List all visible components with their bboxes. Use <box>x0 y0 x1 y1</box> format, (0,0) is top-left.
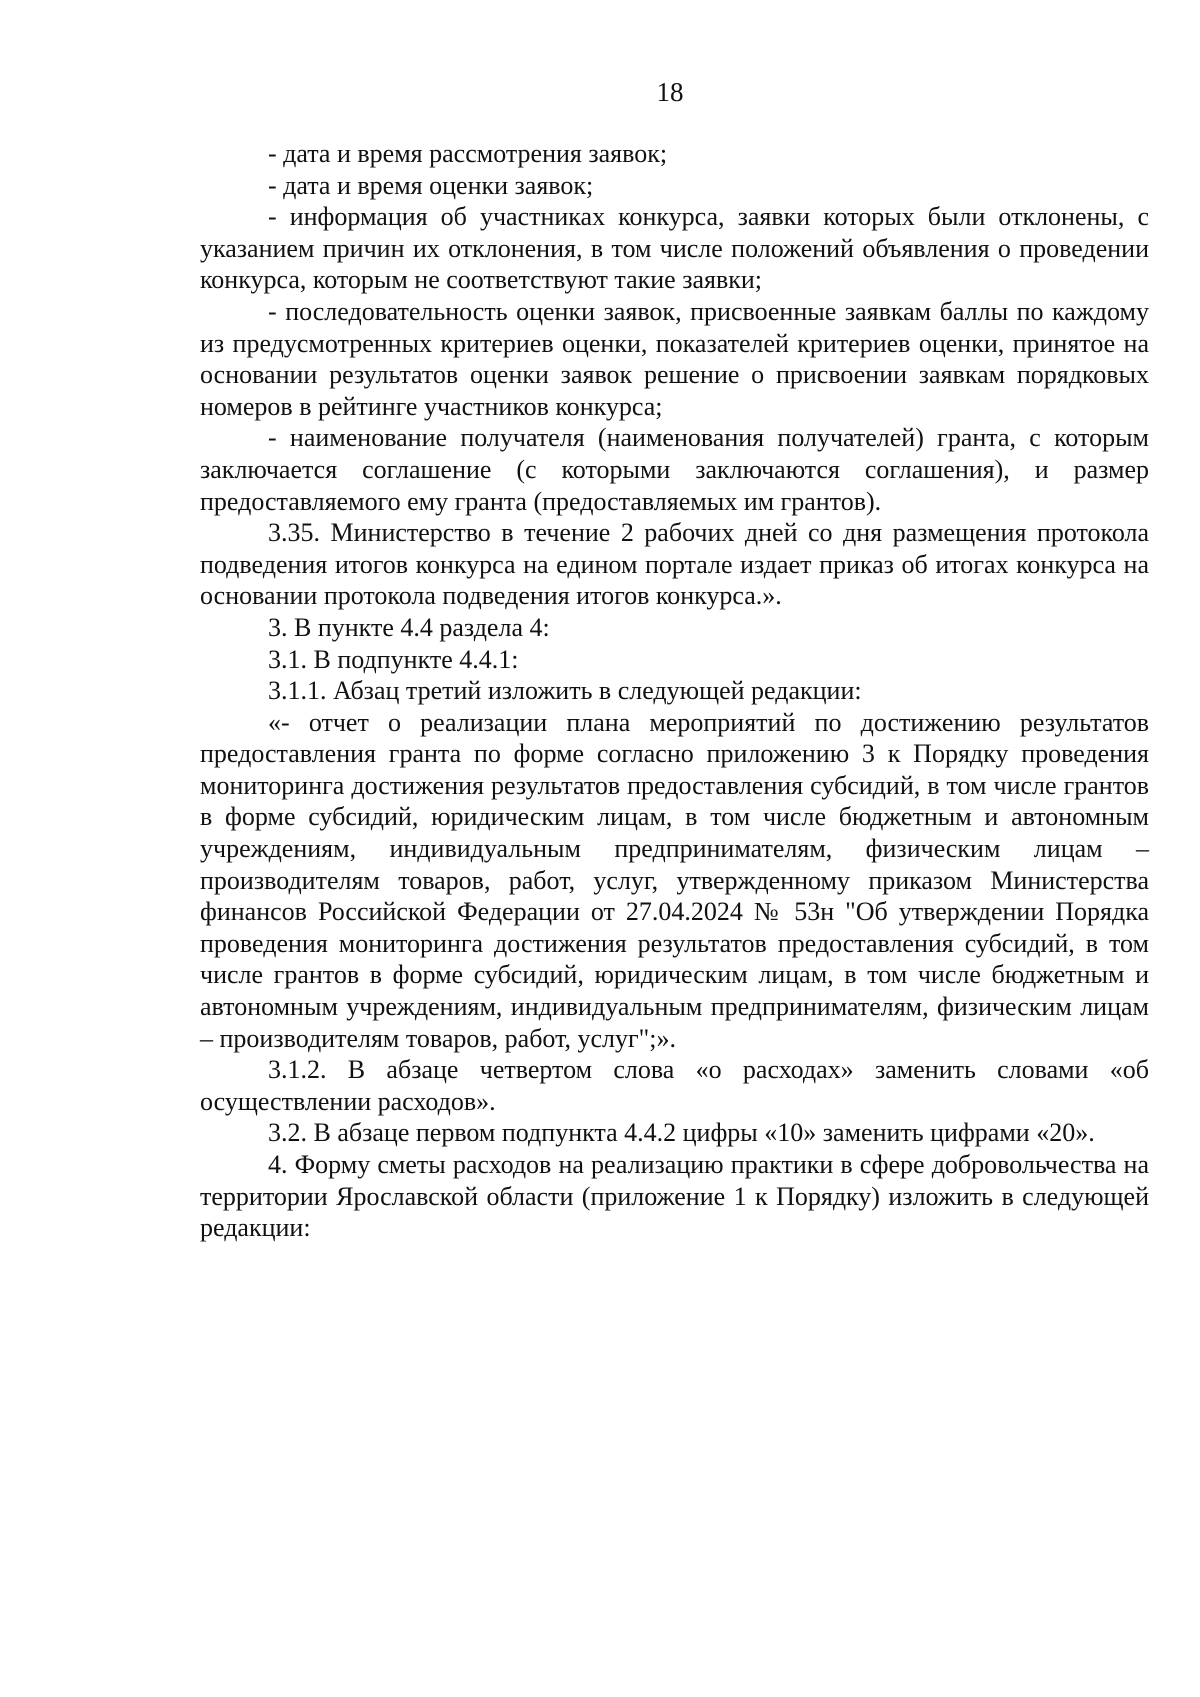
page-number: 18 <box>656 77 684 107</box>
paragraph-3-35: 3.35. Министерство в течение 2 рабочих дней со дня размещения протокола подведения итогов конкурса на едином портале издает приказ об итогах конкурса на основании протокола подведения итогов конкурса.». <box>200 518 1149 611</box>
paragraph-evaluation-date: - дата и время оценки заявок; <box>268 170 594 200</box>
paragraph-item-3: 3. В пункте 4.4 раздела 4: <box>268 612 550 642</box>
paragraph-review-date: - дата и время рассмотрения заявок; <box>268 139 668 168</box>
paragraph-item-3-1-2: 3.1.2. В абзаце четвертом слова «о расходах» заменить словами «об осуществлении расходов». <box>200 1055 1149 1116</box>
paragraph-item-3-1-1: 3.1.1. Абзац третий изложить в следующей редакции: <box>268 676 862 706</box>
paragraph-rejected-participants: - информация об участниках конкурса, заявки которых были отклонены, с указанием причин их отклонения, в том числе положений объявления о проведении конкурса, которым не соответствуют такие заявки; <box>200 202 1149 295</box>
paragraph-item-3-1: 3.1. В подпункте 4.4.1: <box>268 644 519 674</box>
paragraph-grant-recipient: - наименование получателя (наименования получателей) гранта, с которым заключается соглашение (с которыми заключаются соглашения), и размер предоставляемого ему гранта (предоставляемых им грантов). <box>200 423 1149 516</box>
paragraph-report-text: «- отчет о реализации плана мероприятий по достижению результатов предоставления гранта по форме согласно приложению 3 к Порядку проведения мониторинга достижения результатов предоставления субсидий, в том числе грантов в форме субсидий, юридическим лицам, в том числе бюджетным и автономным учреждениям, индивидуальным предпринимателям, физическим лицам – производителям товаров, работ, услуг, утвержденному приказом Министерства финансов Российской Федерации от 27.04.2024 № 53н "Об утверждении Порядка проведения мониторинга достижения результатов предоставления субсидий, в том числе грантов в форме субсидий, юридическим лицам, в том числе бюджетным и автономным учреждениям, индивидуальным предпринимателям, физическим лицам – производителям товаров, работ, услуг";». <box>200 707 1149 1053</box>
paragraph-item-4: 4. Форму сметы расходов на реализацию практики в сфере добровольчества на территории Ярославской области (приложение 1 к Порядку) изложить в следующей редакции: <box>200 1150 1149 1243</box>
paragraph-evaluation-sequence: - последовательность оценки заявок, присвоенные заявкам баллы по каждому из предусмотренных критериев оценки, показателей критериев оценки, принятое на основании результатов оценки заявок решение о присвоении заявкам порядковых номеров в рейтинге участников конкурса; <box>200 296 1149 421</box>
document-body <box>200 138 1149 1244</box>
paragraph-item-3-2: 3.2. В абзаце первом подпункта 4.4.2 цифры «10» заменить цифрами «20». <box>268 1118 1095 1148</box>
